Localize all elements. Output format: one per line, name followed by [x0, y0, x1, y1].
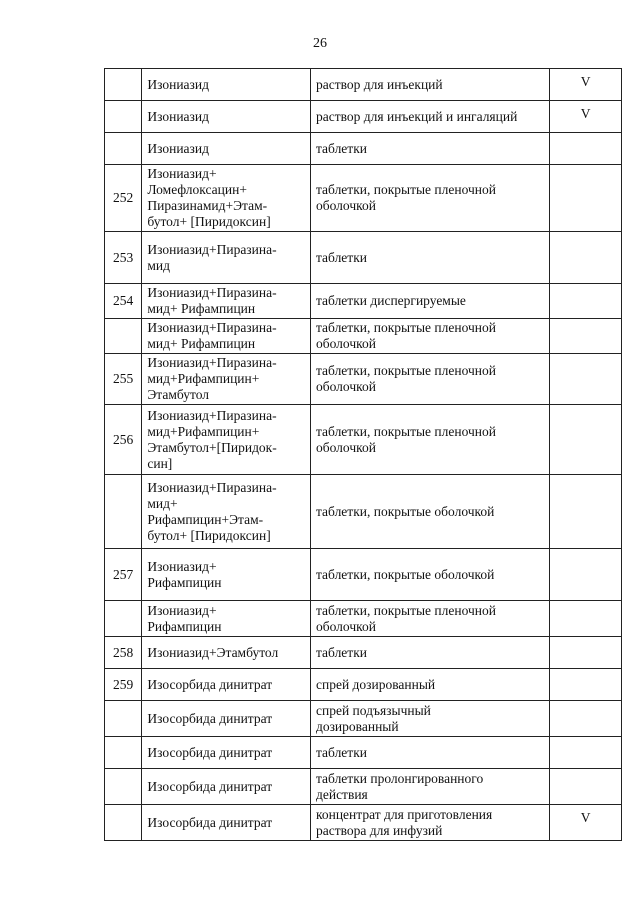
dosage-form-text: раствор для инъекций [315, 76, 443, 92]
mark-cell [550, 805, 622, 841]
table-row [105, 165, 622, 232]
row-number-cell [105, 637, 142, 669]
drug-name-cell [142, 101, 311, 133]
mark-cell [550, 549, 622, 601]
mark-cell [550, 354, 622, 405]
dosage-form-cell [310, 405, 549, 475]
mark-cell [550, 319, 622, 354]
dosage-form-text: таблетки [315, 140, 367, 156]
page-number: 26 [313, 36, 327, 51]
table-row [105, 101, 622, 133]
drug-table [104, 68, 622, 841]
dosage-form-text: спрей подъязычный дозированный [315, 702, 431, 734]
row-number-text: 255 [113, 371, 134, 386]
row-number-text: 256 [113, 431, 134, 447]
drug-name-cell [142, 165, 311, 232]
drug-name-cell [142, 637, 311, 669]
drug-name-cell [142, 805, 311, 841]
table-row [105, 805, 622, 841]
table-row [105, 405, 622, 475]
table-row [105, 354, 622, 405]
mark-cell [550, 737, 622, 769]
dosage-form-cell [310, 475, 549, 549]
row-number-cell [105, 165, 142, 232]
dosage-form-cell [310, 232, 549, 284]
row-number-cell [105, 319, 142, 354]
dosage-form-cell [310, 354, 549, 405]
drug-name-cell [142, 769, 311, 805]
dosage-form-text: таблетки, покрытые пленочной оболочкой [315, 423, 496, 455]
drug-name-cell [142, 319, 311, 354]
dosage-form-cell [310, 769, 549, 805]
dosage-form-text: таблетки, покрытые пленочной оболочкой [315, 602, 496, 634]
table-row [105, 701, 622, 737]
dosage-form-text: таблетки, покрытые оболочкой [315, 503, 495, 519]
dosage-form-text: таблетки [315, 644, 367, 660]
dosage-form-cell [310, 701, 549, 737]
dosage-form-cell [310, 69, 549, 101]
row-number-cell [105, 669, 142, 701]
row-number-cell [105, 805, 142, 841]
row-number-text: 254 [113, 293, 134, 308]
drug-name-text: Изосорбида динитрат [147, 710, 273, 726]
drug-name-text: Изониазид+Пиразина- мид+ Рифампицин [147, 285, 277, 316]
table-row [105, 637, 622, 669]
drug-name-text: Изониазид+Этамбутол [147, 644, 279, 660]
mark-cell [550, 284, 622, 319]
drug-name-cell [142, 475, 311, 549]
mark-text: V [580, 810, 591, 825]
row-number-text: 258 [113, 644, 134, 660]
row-number-cell [105, 769, 142, 805]
mark-cell [550, 601, 622, 637]
dosage-form-text: таблетки пролонгированного действия [315, 770, 484, 802]
table-row [105, 232, 622, 284]
mark-cell [550, 405, 622, 475]
drug-name-text: Изосорбида динитрат [147, 814, 273, 830]
drug-name-text: Изониазид [147, 140, 209, 156]
dosage-form-cell [310, 101, 549, 133]
dosage-form-text: концентрат для приготовления раствора для инфузий [315, 806, 493, 838]
drug-name-text: Изосорбида динитрат [147, 778, 273, 794]
mark-cell [550, 769, 622, 805]
drug-name-text: Изониазид [147, 108, 209, 124]
table-row [105, 769, 622, 805]
drug-name-cell [142, 133, 311, 165]
dosage-form-text: таблетки, покрытые пленочной оболочкой [315, 182, 496, 213]
dosage-form-cell [310, 601, 549, 637]
row-number-text: 257 [113, 566, 134, 582]
dosage-form-cell [310, 284, 549, 319]
row-number-cell [105, 737, 142, 769]
mark-cell [550, 165, 622, 232]
mark-cell [550, 475, 622, 549]
mark-cell [550, 701, 622, 737]
row-number-cell [105, 133, 142, 165]
table-row [105, 669, 622, 701]
row-number-cell [105, 101, 142, 133]
dosage-form-text: раствор для инъекций и ингаляций [315, 108, 518, 124]
drug-name-text: Изониазид+Пиразина- мид+ Рифампицин [147, 320, 277, 351]
row-number-text: 252 [113, 190, 134, 205]
drug-name-text: Изониазид [147, 76, 209, 92]
drug-name-cell [142, 737, 311, 769]
dosage-form-text: таблетки [315, 744, 367, 760]
drug-name-text: Изосорбида динитрат [147, 744, 273, 760]
dosage-form-cell [310, 637, 549, 669]
row-number-cell [105, 701, 142, 737]
drug-name-text: Изониазид+Пиразина- мид+Рифампицин+ Этамбутол [147, 355, 277, 402]
row-number-cell [105, 354, 142, 405]
dosage-form-text: таблетки, покрытые пленочной оболочкой [315, 320, 496, 351]
drug-name-cell [142, 284, 311, 319]
drug-name-cell [142, 601, 311, 637]
table-row [105, 133, 622, 165]
mark-cell [550, 232, 622, 284]
drug-name-text: Изониазид+ Рифампицин [147, 558, 222, 590]
drug-name-text: Изониазид+ Ломефлоксацин+ Пиразинамид+Этам- бутол+ [Пиридоксин] [147, 166, 271, 229]
mark-text: V [580, 74, 591, 89]
dosage-form-cell [310, 319, 549, 354]
mark-cell [550, 69, 622, 101]
row-number-cell [105, 405, 142, 475]
dosage-form-text: таблетки, покрытые пленочной оболочкой [315, 363, 496, 394]
mark-cell [550, 101, 622, 133]
dosage-form-cell [310, 737, 549, 769]
drug-name-text: Изосорбида динитрат [147, 676, 273, 692]
row-number-cell [105, 475, 142, 549]
drug-name-cell [142, 69, 311, 101]
table-row [105, 737, 622, 769]
dosage-form-cell [310, 549, 549, 601]
mark-cell [550, 669, 622, 701]
drug-name-text: Изониазид+ Рифампицин [147, 602, 222, 634]
row-number-cell [105, 69, 142, 101]
dosage-form-cell [310, 133, 549, 165]
drug-table-body [105, 69, 622, 841]
dosage-form-cell [310, 805, 549, 841]
drug-name-cell [142, 669, 311, 701]
row-number-cell [105, 549, 142, 601]
table-row [105, 549, 622, 601]
dosage-form-cell [310, 165, 549, 232]
table-row [105, 319, 622, 354]
dosage-form-text: таблетки [315, 249, 367, 265]
row-number-cell [105, 284, 142, 319]
drug-name-cell [142, 405, 311, 475]
row-number-cell [105, 232, 142, 284]
dosage-form-text: таблетки диспергируемые [315, 293, 466, 308]
row-number-text: 253 [113, 249, 134, 265]
drug-name-text: Изониазид+Пиразина- мид+ Рифампицин+Этам- бутол+ [Пиридоксин] [147, 479, 277, 543]
drug-name-cell [142, 232, 311, 284]
drug-name-cell [142, 354, 311, 405]
mark-cell [550, 133, 622, 165]
drug-name-text: Изониазид+Пиразина- мид+Рифампицин+ Этамбутол+[Пиридок- син] [147, 407, 277, 471]
table-row [105, 284, 622, 319]
mark-text: V [580, 106, 591, 121]
dosage-form-text: таблетки, покрытые оболочкой [315, 566, 495, 582]
mark-cell [550, 637, 622, 669]
table-row [105, 69, 622, 101]
drug-name-text: Изониазид+Пиразина- мид [147, 241, 277, 273]
row-number-text: 259 [113, 676, 134, 692]
table-row [105, 475, 622, 549]
drug-name-cell [142, 701, 311, 737]
dosage-form-text: спрей дозированный [315, 676, 436, 692]
dosage-form-cell [310, 669, 549, 701]
table-row [105, 601, 622, 637]
drug-name-cell [142, 549, 311, 601]
row-number-cell [105, 601, 142, 637]
